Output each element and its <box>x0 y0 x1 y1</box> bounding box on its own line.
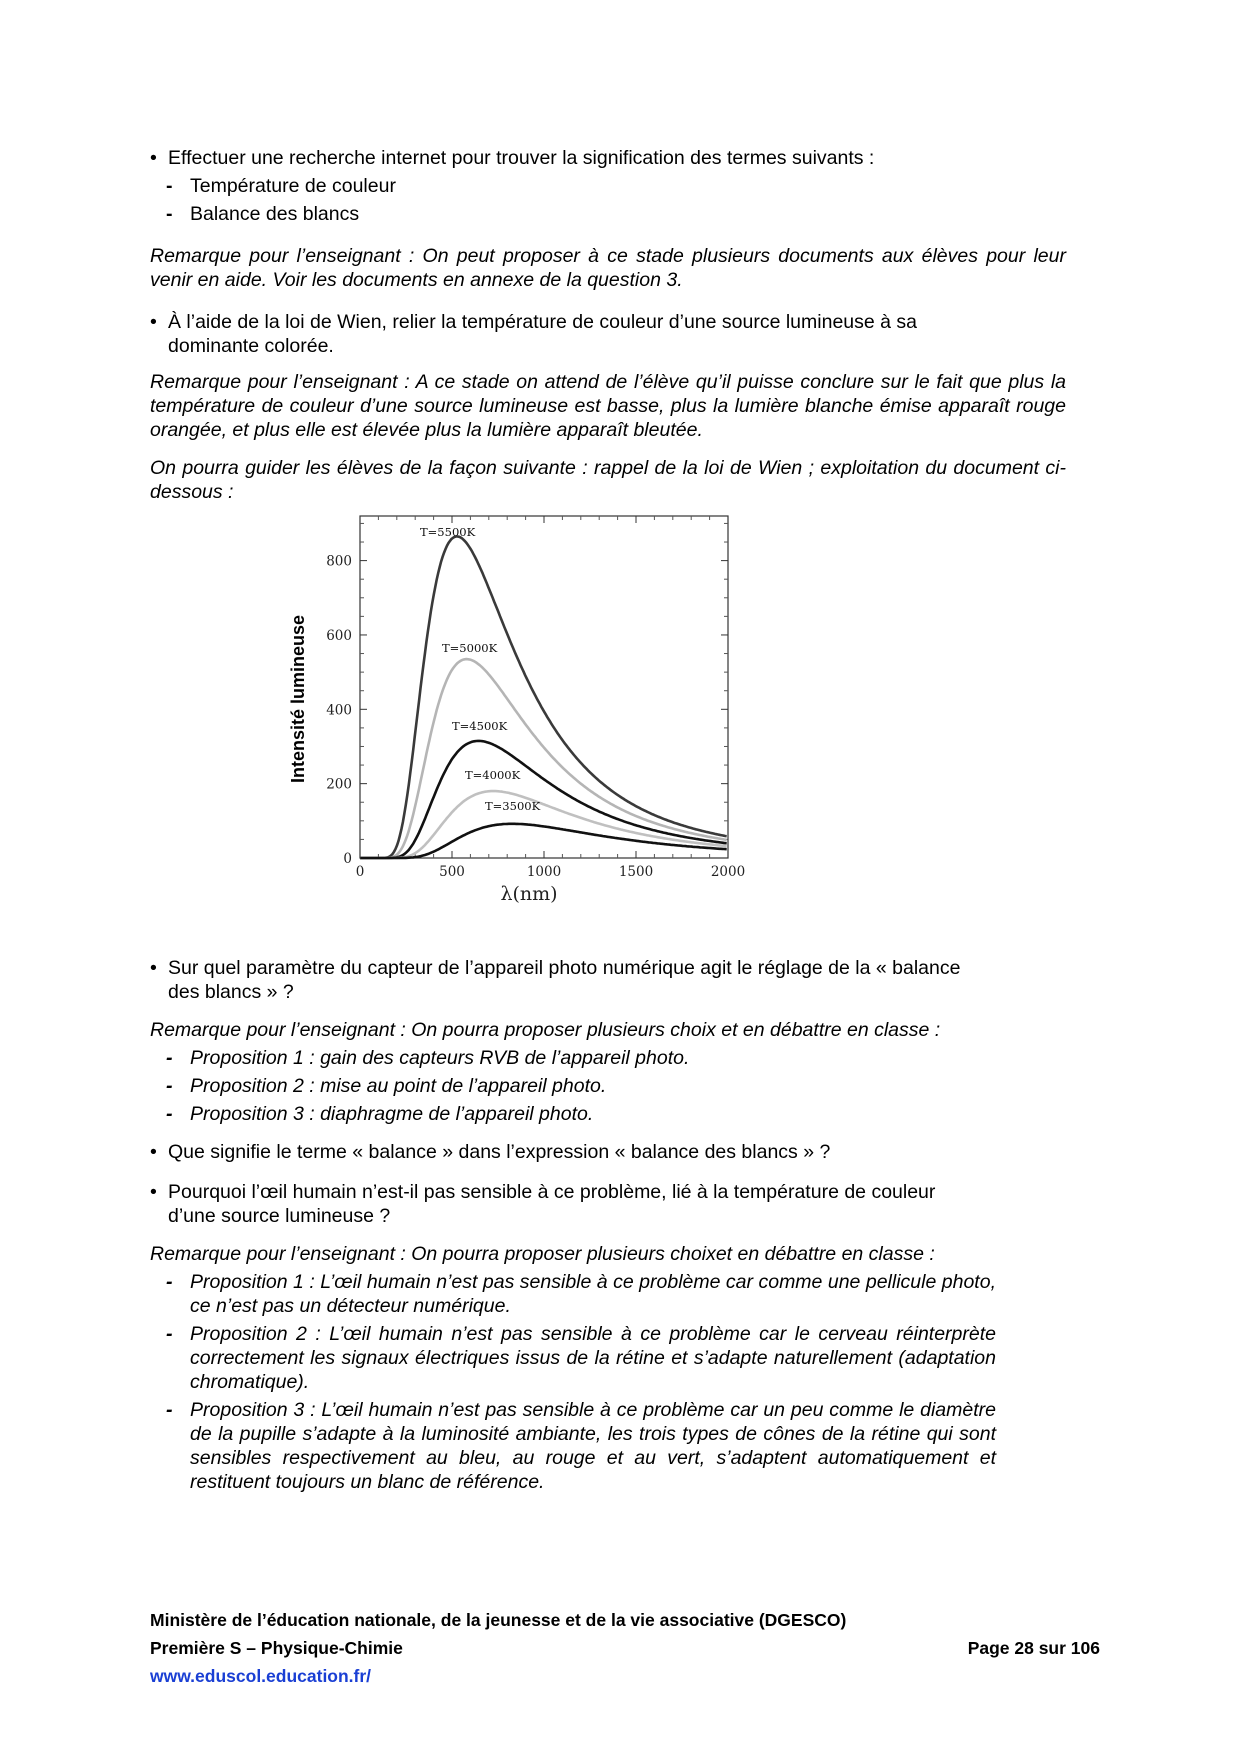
bullet-text: dominante colorée. <box>168 335 334 357</box>
bullet-recherche <box>150 146 1066 170</box>
curve-label-4000: T=4000K <box>465 768 521 782</box>
curve-label-4500: T=4500K <box>452 719 508 733</box>
x-tick-label: 1000 <box>526 864 562 880</box>
list-item: - Proposition 2 : L’œil humain n’est pas sensible à ce problème car le cerveau réinterprète correctement les signaux électriques issus de la rétine et s’adapte naturellement (adaptation chromatique). <box>166 1322 996 1394</box>
list-item: - Proposition 3 : L’œil humain n’est pas sensible à ce problème car un peu comme le diamètre de la pupille s’adapte à la luminosité ambiante, les trois types de cônes de la rétine qui sont sensibles respectivement au bleu, au rouge et au vert, s’adaptent automatiquement et restituent toujours un blanc de référence. <box>166 1398 996 1494</box>
bullet-capteur <box>150 956 1066 1004</box>
x-tick-label: 2000 <box>710 864 746 880</box>
bullet-wien <box>150 310 1066 358</box>
list-item: - Température de couleur <box>166 174 1066 198</box>
bullet-balance <box>150 1140 1066 1164</box>
term-list <box>150 174 1066 226</box>
y-tick-label: 0 <box>343 851 352 867</box>
remark-5: Remarque pour l’enseignant : On pourra proposer plusieurs choixet en débattre en classe : <box>150 1243 935 1265</box>
bullet-text: d’une source lumineuse ? <box>168 1205 391 1227</box>
document-body <box>150 146 1066 1498</box>
remark-3: On pourra guider les élèves de la façon suivante : rappel de la loi de Wien ; exploitation du document ci-dessous : <box>150 457 1066 503</box>
bullet-text: Effectuer une recherche internet pour trouver la signification des termes suivants : <box>168 147 875 169</box>
x-tick-label: 500 <box>439 864 465 880</box>
list-item: - Proposition 2 : mise au point de l’appareil photo. <box>166 1074 1066 1098</box>
bullet-text: À l’aide de la loi de Wien, relier la température de couleur d’une source lumineuse à sa <box>168 311 917 333</box>
remark-2: Remarque pour l’enseignant : A ce stade on attend de l’élève qu’il puisse conclure sur le fait que plus la température de couleur d’une source lumineuse est basse, plus la lumière blanche émise apparaît rouge orangée, et plus elle est élevée plus la lumière apparaît bleutée. <box>150 371 1066 441</box>
curve-5000 <box>360 659 727 858</box>
curve-label-3500: T=3500K <box>485 799 541 813</box>
bullet-text: Que signifie le terme « balance » dans l’expression « balance des blancs » ? <box>168 1141 831 1163</box>
x-axis-label: λ(nm) <box>500 883 558 905</box>
planck-chart <box>150 504 1066 954</box>
y-tick-label: 600 <box>326 627 352 644</box>
curve-label-5500: T=5500K <box>420 525 476 539</box>
remark-1: Remarque pour l’enseignant : On peut proposer à ce stade plusieurs documents aux élèves pour leur venir en aide. Voir les documents en annexe de la question 3. <box>150 245 1066 291</box>
y-tick-label: 400 <box>326 702 352 719</box>
footer-ministry: Ministère de l’éducation nationale, de la jeunesse et de la vie associative (DGESCO) <box>150 1610 847 1630</box>
bullet-oeil <box>150 1180 1066 1228</box>
proposition-list-2 <box>150 1270 1066 1494</box>
bullet-text: Sur quel paramètre du capteur de l’appareil photo numérique agit le réglage de la « balance <box>168 957 961 979</box>
list-item: - Proposition 3 : diaphragme de l’appareil photo. <box>166 1102 1066 1126</box>
x-tick-label: 1500 <box>618 864 654 880</box>
list-item: - Proposition 1 : gain des capteurs RVB de l’appareil photo. <box>166 1046 1066 1070</box>
chart-svg <box>150 504 1066 954</box>
bullet-text: Pourquoi l’œil humain n’est-il pas sensible à ce problème, lié à la température de couleur <box>168 1181 936 1203</box>
footer-row <box>150 1634 1100 1662</box>
footer-course: Première S – Physique-Chimie <box>150 1638 403 1658</box>
y-tick-label: 800 <box>326 553 352 570</box>
y-axis-label: Intensité lumineuse <box>288 614 308 784</box>
list-item: - Proposition 1 : L’œil humain n’est pas sensible à ce problème car comme une pellicule photo, ce n’est pas un détecteur numérique. <box>166 1270 996 1318</box>
y-tick-label: 200 <box>326 776 352 793</box>
proposition-list-1 <box>150 1046 1066 1126</box>
curve-label-5000: T=5000K <box>442 641 498 655</box>
x-tick-label: 0 <box>355 864 365 880</box>
footer-page-number: Page 28 sur 106 <box>967 1638 1100 1658</box>
bullet-text: des blancs » ? <box>168 981 294 1003</box>
page-footer <box>150 1606 1100 1690</box>
remark-4: Remarque pour l’enseignant : On pourra proposer plusieurs choix et en débattre en classe : <box>150 1019 941 1041</box>
footer-link[interactable]: www.eduscol.education.fr/ <box>150 1666 372 1686</box>
list-item: - Balance des blancs <box>166 202 1066 226</box>
